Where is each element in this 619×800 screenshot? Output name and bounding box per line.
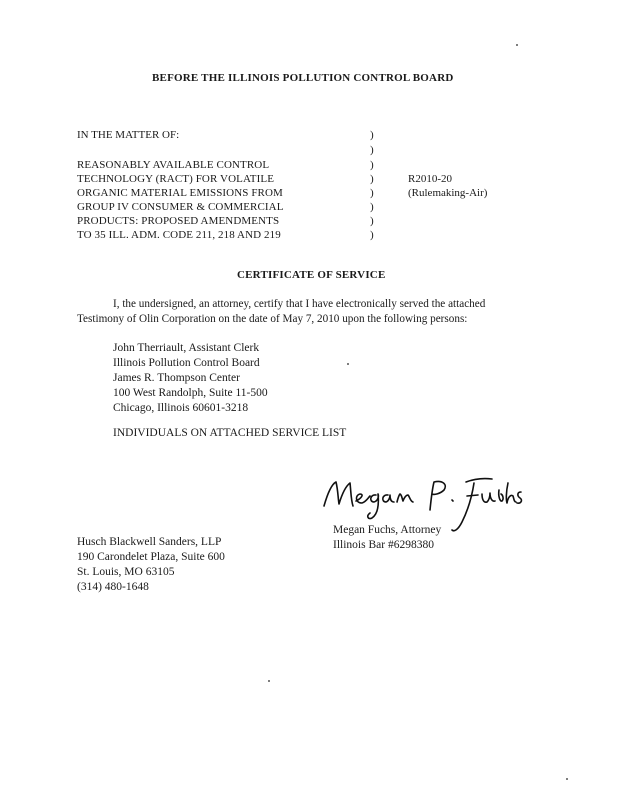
firm-line: 190 Carondelet Plaza, Suite 600 (77, 551, 225, 563)
caption-line: PRODUCTS: PROPOSED AMENDMENTS (77, 215, 280, 227)
signer-name: Megan Fuchs, Attorney (333, 524, 442, 536)
caption-paren: ) (370, 229, 374, 241)
firm-line: (314) 480-1648 (77, 581, 149, 593)
body-text-line: Testimony of Olin Corporation on the date of May 7, 2010 upon the following persons: (77, 313, 468, 325)
signer-bar-number: Illinois Bar #6298380 (333, 539, 434, 551)
caption-paren: ) (370, 144, 374, 156)
scan-speck (268, 680, 270, 682)
recipient-line: 100 West Randolph, Suite 11-500 (113, 387, 268, 399)
recipient-line: Illinois Pollution Control Board (113, 357, 260, 369)
docket-type: (Rulemaking-Air) (408, 187, 488, 199)
caption-paren: ) (370, 187, 374, 199)
scan-speck (566, 778, 568, 780)
document-title: BEFORE THE ILLINOIS POLLUTION CONTROL BOARD (152, 72, 454, 84)
caption-line: GROUP IV CONSUMER & COMMERCIAL (77, 201, 284, 213)
caption-paren: ) (370, 129, 374, 141)
scan-speck (347, 363, 349, 365)
recipient-line: John Therriault, Assistant Clerk (113, 342, 260, 354)
service-list-note: INDIVIDUALS ON ATTACHED SERVICE LIST (113, 427, 347, 439)
caption-paren: ) (370, 215, 374, 227)
body-text-line: I, the undersigned, an attorney, certify that I have electronically served the attached (113, 298, 486, 310)
recipient-line: Chicago, Illinois 60601-3218 (113, 402, 249, 414)
caption-line: TECHNOLOGY (RACT) FOR VOLATILE (77, 173, 275, 185)
certificate-heading: CERTIFICATE OF SERVICE (237, 269, 386, 281)
caption-line: REASONABLY AVAILABLE CONTROL (77, 159, 270, 171)
docket-number: R2010-20 (408, 173, 452, 185)
caption-paren: ) (370, 159, 374, 171)
scan-speck (516, 44, 518, 46)
firm-line: Husch Blackwell Sanders, LLP (77, 536, 222, 548)
matter-label: IN THE MATTER OF: (77, 129, 180, 141)
caption-paren: ) (370, 173, 374, 185)
firm-line: St. Louis, MO 63105 (77, 566, 175, 578)
caption-paren: ) (370, 201, 374, 213)
recipient-line: James R. Thompson Center (113, 372, 240, 384)
caption-line: TO 35 ILL. ADM. CODE 211, 218 AND 219 (77, 229, 281, 241)
caption-line: ORGANIC MATERIAL EMISSIONS FROM (77, 187, 283, 199)
